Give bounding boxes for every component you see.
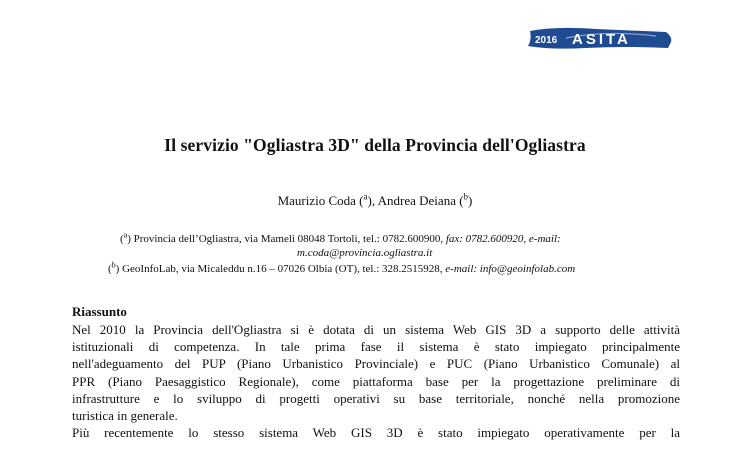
author-2-mark: b <box>463 191 469 202</box>
affiliation-b-email: e-mail: info@geoinfolab.com <box>445 263 576 275</box>
abstract-line: Più recentemente lo stesso sistema Web GIS 3D è stato impiegato operativamente per la <box>72 425 680 441</box>
abstract-line: nell'adeguamento del PUP (Piano Urbanistico Provinciale) e PUC (Piano Urbanistico Comunale) al <box>72 356 680 372</box>
section-heading: Riassunto <box>72 304 127 319</box>
author-1: Maurizio Coda ( <box>277 193 364 208</box>
logo-year: 2016 <box>535 35 558 46</box>
affiliation-a-line2 <box>297 246 432 260</box>
paper-title: Il servizio "Ogliastra 3D" della Provincia dell'Ogliastra <box>164 135 586 155</box>
author-1-mark: a <box>363 191 368 202</box>
logo-name: ASITA <box>572 31 631 48</box>
affiliation-a-fax: fax: 0782.600920, e-mail: <box>445 233 561 245</box>
asita-2016-logo <box>526 26 674 50</box>
abstract-line: PPR (Piano Paesaggistico Regionale), come piattaforma base per la progettazione preliminare di <box>72 373 680 389</box>
author-2: Andrea Deiana ( <box>377 193 464 208</box>
abstract-line: turistica in generale. <box>72 407 178 423</box>
abstract-body <box>72 321 680 441</box>
abstract-line: Nel 2010 la Provincia dell'Ogliastra si è dotata di un sistema Web GIS 3D a supporto delle attività <box>72 322 680 337</box>
affiliation-a-line1: ($^a$) Provincia dell’Ogliastra, via Mameli 08048 Tortolì, tel.: 0782.600900, fax: 0782.600920, e-mail: <box>120 230 561 245</box>
affiliation-a-email: m.coda@provincia.ogliastra.it <box>297 247 433 259</box>
abstract-line: infrastrutture e lo sviluppo di progetti operativi su base territoriale, nonché nella promozione <box>72 390 680 406</box>
authors-line: Maurizio Coda ($^a$), Andrea Deiana ($^b$) <box>277 191 473 208</box>
affiliation-b: ($^b$) GeoInfoLab, via Micaleddu n.16 – 07026 Olbia (OT), tel.: 328.2515928, e-mail: info@geoinfolab.com <box>108 260 576 275</box>
abstract-line: istituzionali di competenza. In tale prima fase il sistema è stato impiegato principalmente <box>72 339 680 355</box>
